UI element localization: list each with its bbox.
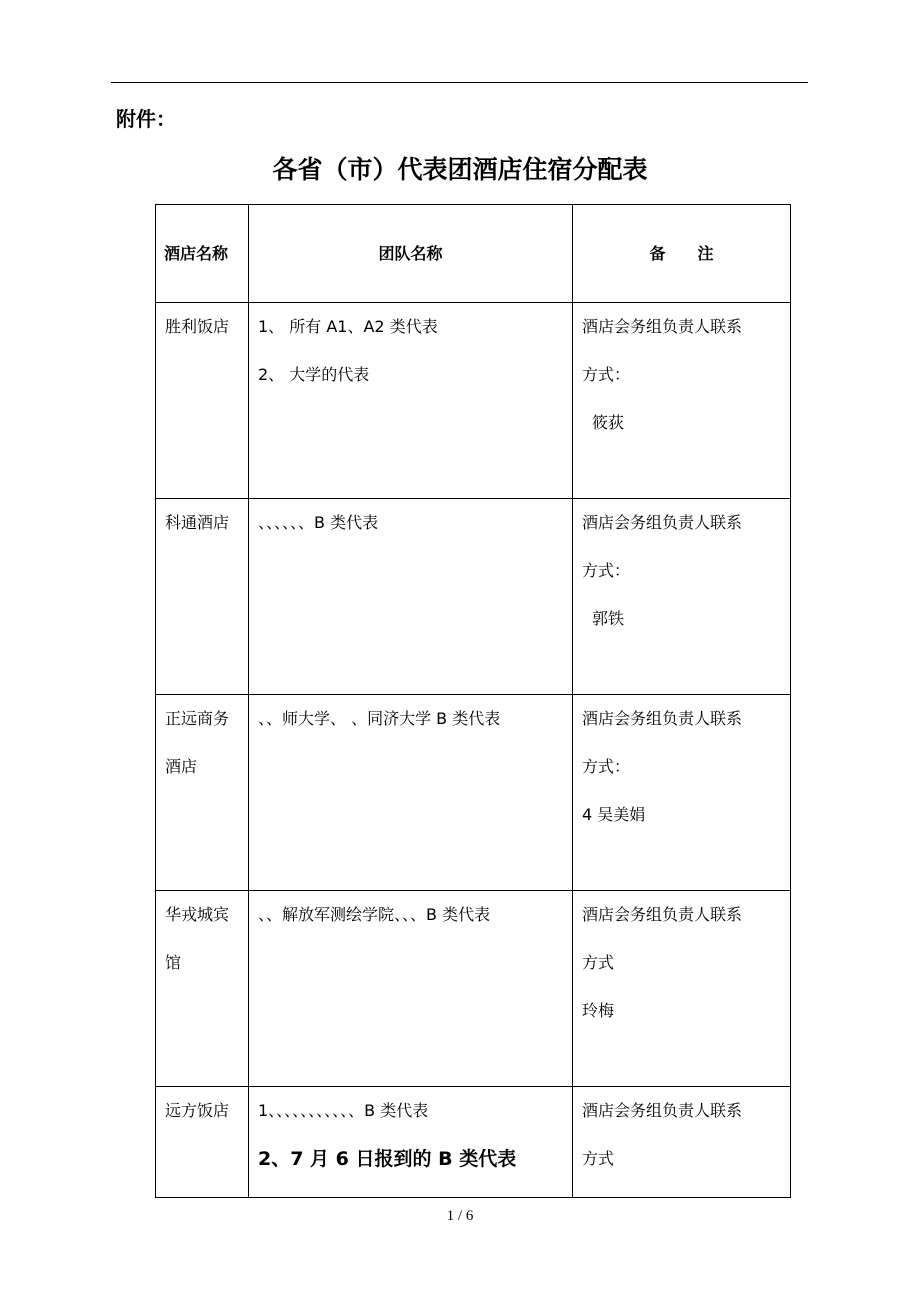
hotel-name-line: 科通酒店 bbox=[165, 513, 230, 532]
hotel-cell bbox=[156, 499, 249, 695]
hotel-allocation-table bbox=[155, 204, 791, 1198]
hotel-name-line: 酒店 bbox=[165, 757, 198, 776]
team-line: 1、 所有 A1、A2 类代表 bbox=[258, 317, 438, 336]
remark-line: 方式： bbox=[582, 561, 631, 580]
contact-name: 郭铁 bbox=[592, 609, 625, 628]
remark-line: 方式： bbox=[582, 365, 631, 384]
contact-name: 筱荻 bbox=[592, 413, 625, 432]
contact-name: 玲梅 bbox=[582, 1001, 615, 1020]
hotel-name-line: 胜利饭店 bbox=[165, 317, 230, 336]
table-row bbox=[156, 499, 791, 695]
remark-line: 酒店会务组负责人联系 bbox=[582, 317, 743, 336]
remark-line: 酒店会务组负责人联系 bbox=[582, 1101, 743, 1120]
hotel-cell bbox=[156, 303, 249, 499]
hotel-cell bbox=[156, 891, 249, 1087]
remark-cell bbox=[573, 499, 791, 695]
remark-cell bbox=[573, 1087, 791, 1198]
team-line: 1、、、、、、、、、、、B 类代表 bbox=[258, 1101, 429, 1120]
table-row bbox=[156, 695, 791, 891]
hotel-name-line: 远方饭店 bbox=[165, 1101, 230, 1120]
team-line: 、、、、、、B 类代表 bbox=[258, 513, 379, 532]
remark-line: 酒店会务组负责人联系 bbox=[582, 709, 743, 728]
remark-line: 方式： bbox=[582, 757, 631, 776]
remark-line: 方式 bbox=[582, 953, 615, 972]
table-row bbox=[156, 303, 791, 499]
team-line: 、、师大学、 、同济大学 B 类代表 bbox=[258, 709, 501, 728]
team-cell bbox=[249, 499, 573, 695]
table-header-row bbox=[156, 205, 791, 303]
team-cell bbox=[249, 1087, 573, 1198]
table-row bbox=[156, 1087, 791, 1198]
remark-line: 方式 bbox=[582, 1149, 615, 1168]
team-line-emphasis: 2、7 月 6 日报到的 B 类代表 bbox=[258, 1148, 517, 1170]
table-row bbox=[156, 891, 791, 1087]
remark-cell bbox=[573, 303, 791, 499]
document-title: 各省（市）代表团酒店住宿分配表 bbox=[272, 155, 648, 184]
page-number: 1 / 6 bbox=[446, 1208, 474, 1224]
contact-name: 4 吴美娟 bbox=[582, 805, 646, 824]
header-remark: 备 注 bbox=[573, 205, 791, 303]
team-line: 2、 大学的代表 bbox=[258, 365, 370, 384]
hotel-name-line: 正远商务 bbox=[165, 709, 230, 728]
team-line: 、、解放军测绘学院、、、B 类代表 bbox=[258, 905, 491, 924]
header-rule bbox=[111, 82, 808, 83]
remark-cell bbox=[573, 891, 791, 1087]
header-team-name: 团队名称 bbox=[249, 205, 573, 303]
attachment-label: 附件： bbox=[116, 107, 176, 131]
header-hotel-name: 酒店名称 bbox=[156, 205, 249, 303]
hotel-cell bbox=[156, 695, 249, 891]
hotel-cell bbox=[156, 1087, 249, 1198]
remark-cell bbox=[573, 695, 791, 891]
team-cell bbox=[249, 695, 573, 891]
team-cell bbox=[249, 303, 573, 499]
hotel-name-line: 华戎城宾 bbox=[165, 905, 230, 924]
team-cell bbox=[249, 891, 573, 1087]
remark-line: 酒店会务组负责人联系 bbox=[582, 513, 743, 532]
remark-line: 酒店会务组负责人联系 bbox=[582, 905, 743, 924]
hotel-name-line: 馆 bbox=[165, 953, 182, 972]
